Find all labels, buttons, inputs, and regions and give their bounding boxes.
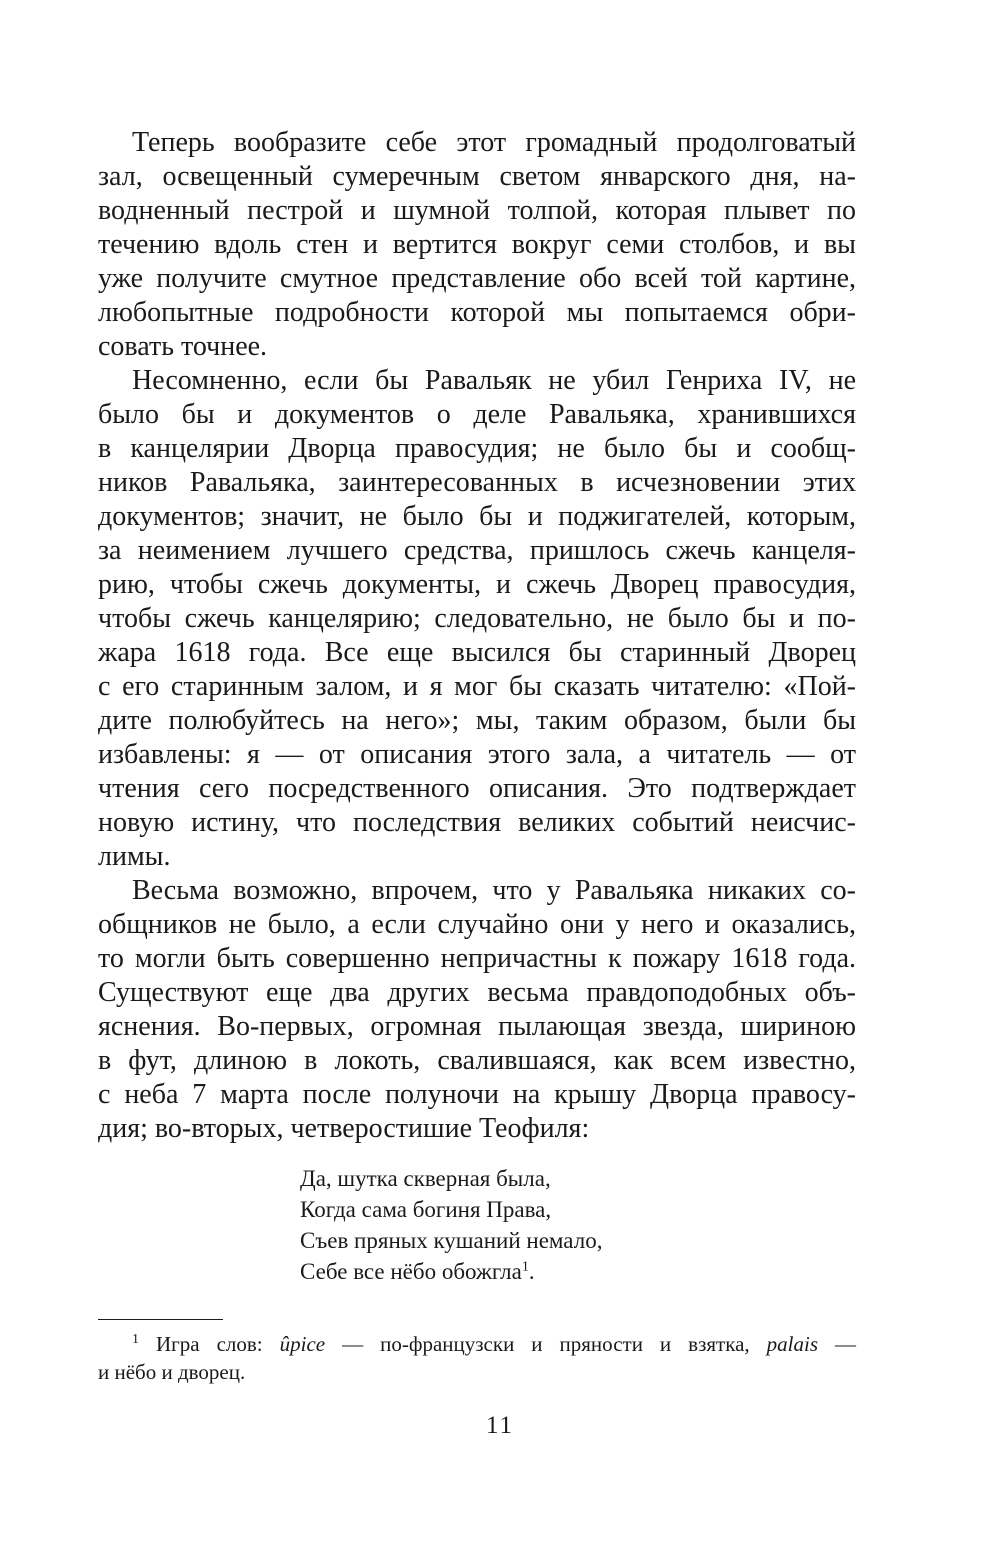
footnote-text: — по-французски и пряности и взятка, xyxy=(325,1332,767,1356)
text-line: ников Равальяка, заинтересованных в исчезновении этих xyxy=(98,467,856,498)
text-line: лимы. xyxy=(98,841,171,872)
footnote-term: palais xyxy=(766,1332,818,1356)
text-line: в фут, длиною в локоть, свалившаяся, как всем известно, xyxy=(98,1045,856,1076)
paragraph xyxy=(98,874,856,1146)
footnote-text: — xyxy=(818,1332,856,1356)
footnote xyxy=(98,1330,856,1386)
text-line: документов; значит, не было бы и поджигателей, которым, xyxy=(98,501,856,532)
footnote-separator xyxy=(98,1319,223,1320)
verse-line: Съев пряных кушаний немало, xyxy=(300,1228,603,1253)
verse-quote xyxy=(300,1163,602,1287)
text-line: Теперь вообразите себе этот громадный продолговатый xyxy=(132,127,856,158)
text-line: Весьма возможно, впрочем, что у Равальяка никаких со- xyxy=(132,875,856,906)
verse-line-text: Себе все нёбо обожгла xyxy=(300,1259,522,1284)
text-line: было бы и документов о деле Равальяка, хранившихся xyxy=(98,399,856,430)
footnote-line xyxy=(98,1330,856,1358)
text-line: течению вдоль стен и вертится вокруг семи столбов, и вы xyxy=(98,229,856,260)
footnote-line: и нёбо и дворец. xyxy=(98,1360,246,1384)
text-line: в канцелярии Дворца правосудия; не было бы и сообщ- xyxy=(98,433,856,464)
text-line: то могли быть совершенно непричастны к пожару 1618 года. xyxy=(98,943,856,974)
text-line: чтобы сжечь канцелярию; следовательно, не было бы и по- xyxy=(98,603,856,634)
paragraph xyxy=(98,126,856,364)
paragraph-list xyxy=(98,126,856,1146)
verse-line: Да, шутка скверная была, xyxy=(300,1166,551,1191)
body-text xyxy=(98,126,856,1146)
text-line: Существуют еще два других весьма правдоподобных объ- xyxy=(98,977,856,1008)
text-line: жара 1618 года. Все еще высился бы старинный Дворец xyxy=(98,637,856,668)
verse-line: Когда сама богиня Права, xyxy=(300,1197,552,1222)
text-line: дите полюбуйтесь на него»; мы, таким образом, были бы xyxy=(98,705,856,736)
footnote-marker: 1 xyxy=(132,1332,139,1347)
text-line: с неба 7 марта после полуночи на крышу Дворца правосу- xyxy=(98,1079,856,1110)
page-number: 11 xyxy=(485,1412,515,1439)
text-line: совать точнее. xyxy=(98,331,268,362)
text-line: любопытные подробности которой мы попытаемся обри- xyxy=(98,297,856,328)
text-line: зал, освещенный сумеречным светом январского дня, на- xyxy=(98,161,856,192)
footnote-term: ûpice xyxy=(279,1332,326,1356)
verse-period: . xyxy=(528,1259,535,1284)
text-line: за неимением лучшего средства, пришлось сжечь канцеля- xyxy=(98,535,856,566)
text-line: новую истину, что последствия великих событий неисчис- xyxy=(98,807,856,838)
text-line: Несомненно, если бы Равальяк не убил Генриха IV, не xyxy=(132,365,856,396)
verse-line xyxy=(300,1256,602,1287)
paragraph xyxy=(98,364,856,874)
text-line: водненный пестрой и шумной толпой, которая плывет по xyxy=(98,195,856,226)
text-line: рию, чтобы сжечь документы, и сжечь Дворец правосудия, xyxy=(98,569,856,600)
footnote-text: Игра слов: xyxy=(156,1332,280,1356)
text-line: яснения. Во-первых, огромная пылающая звезда, шириною xyxy=(98,1011,856,1042)
text-line: чтения сего посредственного описания. Это подтверждает xyxy=(98,773,856,804)
text-line: дия; во-вторых, четверостишие Теофиля: xyxy=(98,1113,590,1144)
text-line: избавлены: я — от описания этого зала, а читатель — от xyxy=(98,739,856,770)
footnote-reference[interactable]: 1 xyxy=(521,1259,529,1275)
text-line: уже получите смутное представление обо всей той картине, xyxy=(98,263,856,294)
text-line: с его старинным залом, и я мог бы сказать читателю: «Пой- xyxy=(98,671,856,702)
text-line: общников не было, а если случайно они у него и оказались, xyxy=(98,909,856,940)
